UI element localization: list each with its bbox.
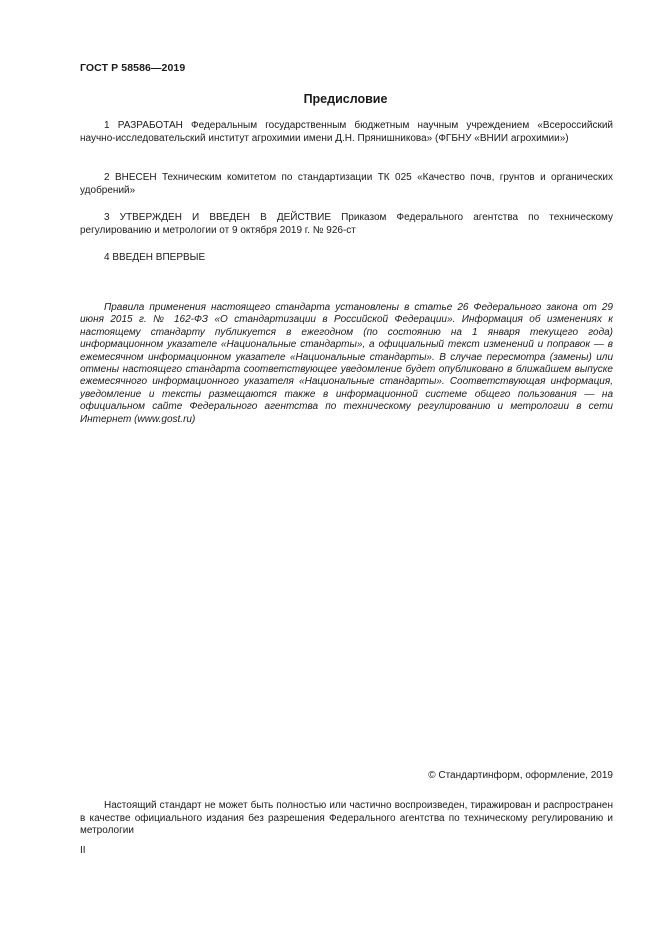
reproduction-notice: Настоящий стандарт не может быть полностью или частично воспроизведен, тиражирован и распространен в качестве официального издания без разрешения Федерального агентства по техническому регулированию и метрологии — [80, 800, 613, 836]
page-number: II — [80, 845, 86, 856]
paragraph-first-introduced: 4 ВВЕДЕН ВПЕРВЫЕ — [104, 252, 206, 263]
paragraph-developed: 1 РАЗРАБОТАН Федеральным государственным бюджетным научным учреждением «Всероссийский научно-исследовательский институт агрохимии имени Д.Н. Прянишникова» (ФГБНУ «ВНИИ агрохимии») — [80, 120, 613, 144]
paragraph-approved: 3 УТВЕРЖДЕН И ВВЕДЕН В ДЕЙСТВИЕ Приказом Федерального агентства по техническому регулированию и метрологии от 9 октября 2019 г. № 926-ст — [80, 212, 613, 236]
application-rules-notice: Правила применения настоящего стандарта установлены в статье 26 Федерального закона от 29 июня 2015 г. № 162-ФЗ «О стандартизации в Российской Федерации». Информация об изменениях к настоящему стандарту публикуется в ежегодном (по состоянию на 1 января текущего года) информационном указателе «Национальные стандарты», а официальный текст изменений и поправок — в ежемесячном информационном указателе «Национальные стандарты». В случае пересмотра (замены) или отмены настоящего стандарта соответствующее уведомление будет опубликовано в ближайшем выпуске ежемесячного информационного указателя «Национальные стандарты». Соответствующая информация, уведомление и тексты размещаются также в информационной системе общего пользования — на официальном сайте Федерального агентства по техническому регулированию и метрологии в сети Интернет (www.gost.ru) — [80, 302, 613, 425]
paragraph-introduced: 2 ВНЕСЕН Техническим комитетом по стандартизации ТК 025 «Качество почв, грунтов и органических удобрений» — [80, 172, 613, 196]
standard-code: ГОСТ Р 58586—2019 — [80, 62, 186, 74]
section-title: Предисловие — [303, 92, 388, 106]
copyright-line: © Стандартинформ, оформление, 2019 — [428, 770, 613, 781]
